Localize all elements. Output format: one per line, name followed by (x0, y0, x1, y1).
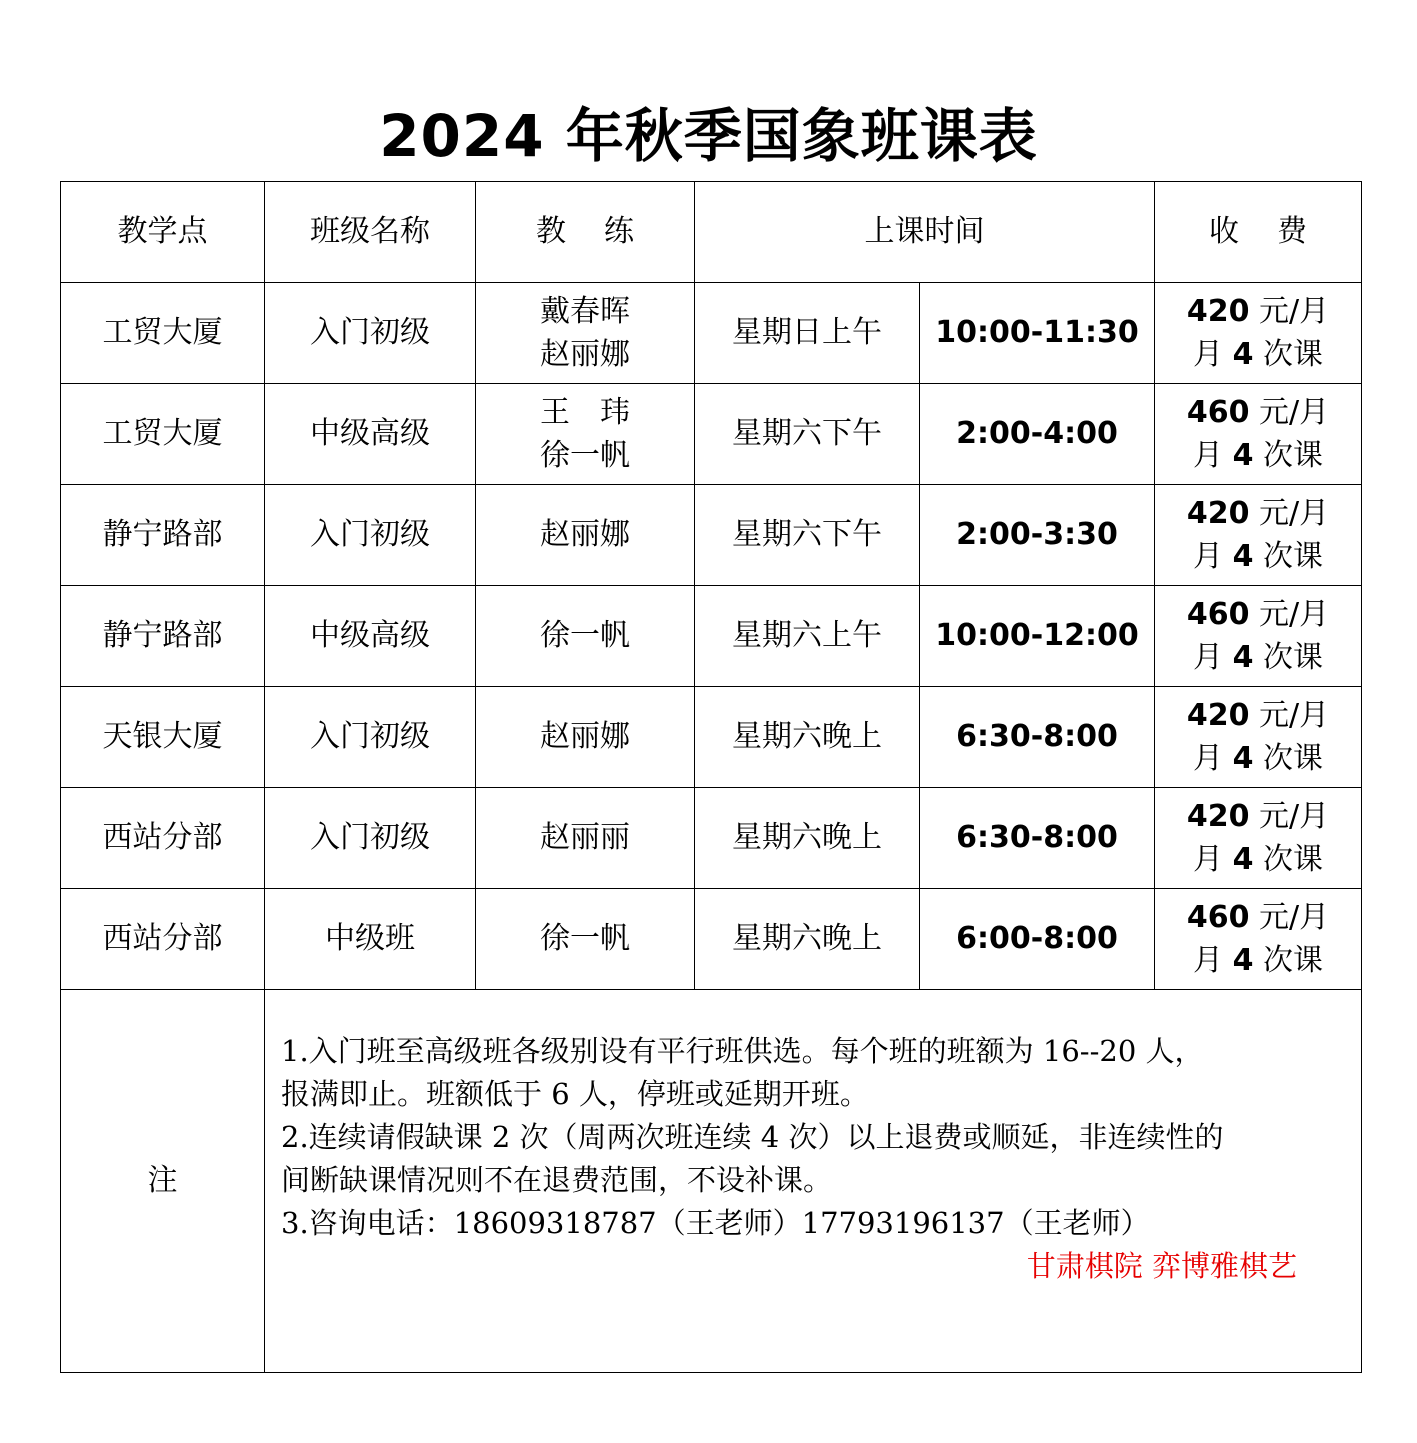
lessons-prefix: 月 (1193, 842, 1233, 877)
cell-coach (476, 788, 695, 889)
notes-label: 注 (61, 990, 265, 1373)
lessons-suffix: 次课 (1253, 943, 1323, 978)
cell-day: 星期六下午 (695, 384, 920, 485)
cell-class-name: 入门初级 (265, 283, 476, 384)
cell-fee (1155, 384, 1362, 485)
cell-time: 6:30-8:00 (920, 788, 1155, 889)
header-time: 上课时间 (695, 182, 1155, 283)
table-row (61, 586, 1362, 687)
cell-location: 天银大厦 (61, 687, 265, 788)
lessons-suffix: 次课 (1253, 539, 1323, 574)
cell-class-name: 入门初级 (265, 485, 476, 586)
fee-amount: 420 (1186, 698, 1250, 733)
cell-day: 星期六晚上 (695, 687, 920, 788)
fee-amount: 460 (1186, 900, 1250, 935)
cell-class-name: 中级班 (265, 889, 476, 990)
lessons-count: 4 (1232, 640, 1254, 675)
cell-day: 星期日上午 (695, 283, 920, 384)
lessons-prefix: 月 (1193, 337, 1233, 372)
coach-name: 徐一帆 (540, 618, 630, 653)
cell-day: 星期六晚上 (695, 788, 920, 889)
lessons-count: 4 (1232, 741, 1254, 776)
cell-time: 10:00-11:30 (920, 283, 1155, 384)
cell-coach (476, 485, 695, 586)
cell-fee (1155, 687, 1362, 788)
cell-day: 星期六下午 (695, 485, 920, 586)
cell-class-name: 入门初级 (265, 687, 476, 788)
lessons-count: 4 (1232, 438, 1254, 473)
fee-unit: 元/月 (1249, 698, 1330, 733)
header-fee-b: 费 (1277, 214, 1307, 249)
fee-unit: 元/月 (1249, 395, 1330, 430)
fee-amount: 460 (1186, 395, 1250, 430)
notes-body (265, 990, 1362, 1373)
table-row (61, 788, 1362, 889)
cell-fee (1155, 586, 1362, 687)
cell-day: 星期六上午 (695, 586, 920, 687)
lessons-count: 4 (1232, 943, 1254, 978)
cell-location: 西站分部 (61, 889, 265, 990)
fee-unit: 元/月 (1249, 900, 1330, 935)
cell-time: 6:30-8:00 (920, 687, 1155, 788)
cell-coach (476, 283, 695, 384)
lessons-count: 4 (1232, 842, 1254, 877)
fee-unit: 元/月 (1249, 496, 1330, 531)
table-row (61, 889, 1362, 990)
cell-day: 星期六晚上 (695, 889, 920, 990)
note-line: 1.入门班至高级班各级别设有平行班供选。每个班的班额为 16--20 人， (281, 1034, 1204, 1068)
lessons-count: 4 (1232, 539, 1254, 574)
note-line: 报满即止。班额低于 6 人，停班或延期开班。 (281, 1077, 869, 1111)
lessons-suffix: 次课 (1253, 438, 1323, 473)
cell-location: 工贸大厦 (61, 384, 265, 485)
coach-name: 王 玮 (540, 395, 630, 430)
header-coach-b: 练 (604, 214, 634, 249)
cell-fee (1155, 889, 1362, 990)
cell-coach (476, 384, 695, 485)
notes-row (61, 990, 1362, 1373)
coach-name: 赵丽娜 (540, 719, 630, 754)
cell-location: 静宁路部 (61, 586, 265, 687)
schedule-table (60, 181, 1362, 1373)
fee-amount: 420 (1186, 799, 1250, 834)
coach-name: 赵丽丽 (540, 820, 630, 855)
coach-name: 徐一帆 (540, 438, 630, 473)
fee-amount: 460 (1186, 597, 1250, 632)
cell-time: 2:00-3:30 (920, 485, 1155, 586)
header-fee (1155, 182, 1362, 283)
coach-name: 赵丽娜 (540, 517, 630, 552)
cell-location: 静宁路部 (61, 485, 265, 586)
header-fee-a: 收 (1209, 214, 1239, 249)
fee-unit: 元/月 (1249, 597, 1330, 632)
cell-class-name: 中级高级 (265, 586, 476, 687)
cell-fee (1155, 283, 1362, 384)
lessons-suffix: 次课 (1253, 337, 1323, 372)
page-title: 2024 年秋季国象班课表 (379, 102, 1038, 170)
cell-class-name: 中级高级 (265, 384, 476, 485)
cell-coach (476, 687, 695, 788)
note-line: 3.咨询电话：18609318787（王老师）17793196137（王老师） (281, 1206, 1150, 1240)
table-row (61, 485, 1362, 586)
note-line: 间断缺课情况则不在退费范围，不设补课。 (281, 1163, 833, 1197)
lessons-prefix: 月 (1193, 438, 1233, 473)
table-header-row (61, 182, 1362, 283)
lessons-count: 4 (1232, 337, 1254, 372)
lessons-prefix: 月 (1193, 539, 1233, 574)
fee-unit: 元/月 (1249, 294, 1330, 329)
header-coach (476, 182, 695, 283)
table-row (61, 283, 1362, 384)
cell-coach (476, 586, 695, 687)
fee-amount: 420 (1186, 294, 1250, 329)
cell-class-name: 入门初级 (265, 788, 476, 889)
signature: 甘肃棋院 弈博雅棋艺 (1026, 1249, 1297, 1283)
coach-name: 徐一帆 (540, 921, 630, 956)
header-class-name: 班级名称 (265, 182, 476, 283)
lessons-suffix: 次课 (1253, 842, 1323, 877)
lessons-suffix: 次课 (1253, 640, 1323, 675)
table-row (61, 687, 1362, 788)
cell-time: 10:00-12:00 (920, 586, 1155, 687)
cell-time: 6:00-8:00 (920, 889, 1155, 990)
header-coach-a: 教 (536, 214, 566, 249)
cell-location: 工贸大厦 (61, 283, 265, 384)
fee-unit: 元/月 (1249, 799, 1330, 834)
cell-time: 2:00-4:00 (920, 384, 1155, 485)
note-line: 2.连续请假缺课 2 次（周两次班连续 4 次）以上退费或顺延，非连续性的 (281, 1120, 1224, 1154)
cell-fee (1155, 788, 1362, 889)
cell-location: 西站分部 (61, 788, 265, 889)
coach-name: 戴春晖 (540, 294, 630, 329)
header-location: 教学点 (61, 182, 265, 283)
coach-name: 赵丽娜 (540, 337, 630, 372)
lessons-prefix: 月 (1193, 741, 1233, 776)
lessons-suffix: 次课 (1253, 741, 1323, 776)
cell-fee (1155, 485, 1362, 586)
table-row (61, 384, 1362, 485)
lessons-prefix: 月 (1193, 943, 1233, 978)
lessons-prefix: 月 (1193, 640, 1233, 675)
cell-coach (476, 889, 695, 990)
fee-amount: 420 (1186, 496, 1250, 531)
